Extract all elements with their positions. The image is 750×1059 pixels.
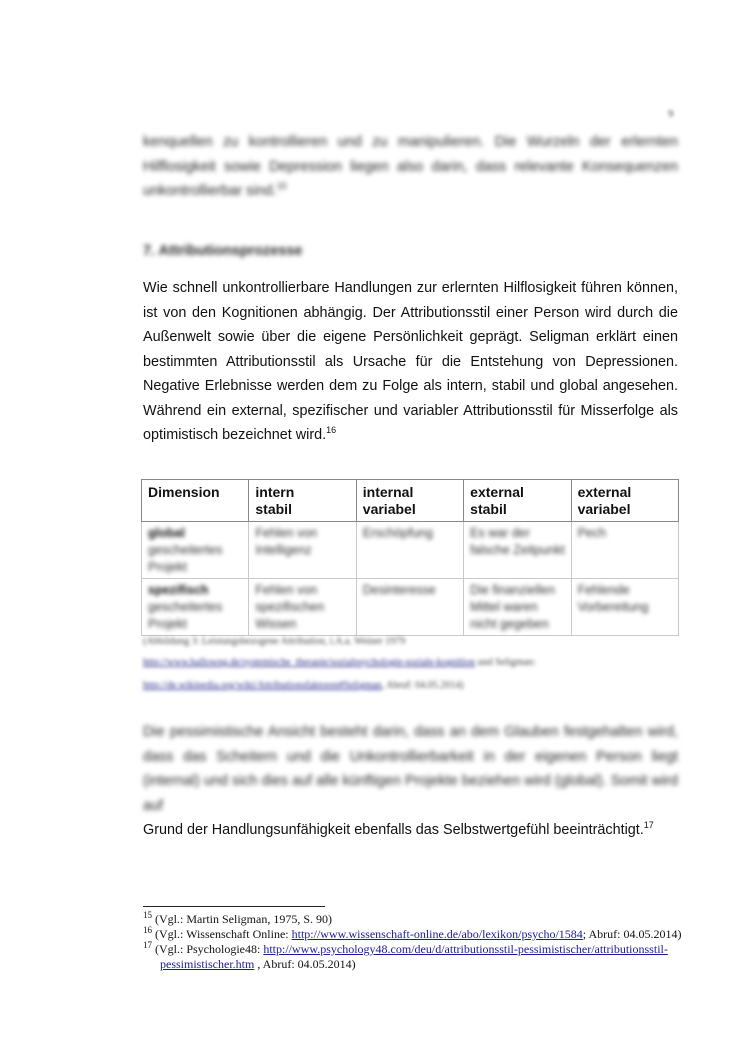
footnotes	[143, 912, 683, 972]
table-header-dimension: Dimension	[142, 480, 249, 522]
section-heading: 7. Attributionsprozesse	[143, 243, 303, 259]
attribution-table	[141, 479, 679, 636]
table-cell: Fehlen von Intelligenz	[249, 522, 356, 579]
footnote-16: $^{16}$ (Vgl.: Wissenschaft Online: http://www.wissenschaft-online.de/abo/lexikon/psycho/1584; Abruf: 04.05.2014)	[143, 925, 682, 941]
table-cell: Es war der falsche Zeitpunkt	[464, 522, 571, 579]
bottom-paragraph-text: Die pessimistische Ansicht besteht darin, dass an dem Glauben festgehalten wird, dass das Scheitern und die Unkontrollierbarkeit in der eigenen Person liegt (internal) und sich dies auf alle künftigen Projekte beziehen wird (global). Somit wird auf	[143, 724, 678, 814]
source-link-2[interactable]: http://de.wikipedia.org/wiki/Attributionsfaktoren#Seligman	[143, 680, 382, 691]
footnote-17-link[interactable]: http://www.psychology48.com/deu/d/attributionsstil-pessimistischer/attributionsstil-pessimistischer.htm	[160, 942, 668, 971]
table-cell-dimension: spezifisch gescheitertes Projekt	[142, 579, 249, 636]
table-cell: Fehlende Vorbereitung	[571, 579, 678, 636]
footnote-divider	[143, 906, 325, 907]
footnote-16-link[interactable]: http://www.wissenschaft-online.de/abo/lexikon/psycho/1584	[291, 927, 583, 941]
footnote-ref-15: 15	[276, 181, 287, 192]
table-header-intern-stabil: intern stabil	[249, 480, 356, 522]
table-cell: Pech	[571, 522, 678, 579]
table-cell: Fehlen von spezifischen Wissen	[249, 579, 356, 636]
table-cell: Erschöpfung	[356, 522, 463, 579]
table-header-internal-variabel: internal variabel	[356, 480, 463, 522]
footnote-15: $^{15}$ (Vgl.: Martin Seligman, 1975, S. 90)	[143, 910, 332, 926]
source-link-1[interactable]: http://www.hallowng.de/systemische_therapie/sozialpsychologie-soziale-kognition	[143, 657, 476, 668]
main-paragraph	[143, 276, 678, 448]
footnote-ref-16: 16	[326, 425, 337, 436]
footnote-17: $^{17}$ (Vgl.: Psychologie48: http://www.psychology48.com/deu/d/attributionsstil-pessimistischer/attributionsstil-pessimistischer.htm , Abruf: 04.05.2014)	[143, 940, 668, 971]
table-header-row	[142, 480, 679, 522]
figure-source-2: http://de.wikipedia.org/wiki/Attributionsfaktoren#Seligman, Abruf: 04.05.2014)	[143, 680, 464, 691]
table-row	[142, 579, 679, 636]
table-header-external-variabel: external variabel	[571, 480, 678, 522]
top-paragraph	[143, 130, 678, 204]
table-cell-dimension: global gescheitertes Projekt	[142, 522, 249, 579]
figure-source-1: http://www.hallowng.de/systemische_therapie/sozialpsychologie-soziale-kognition und Seligman:	[143, 657, 536, 668]
main-paragraph-text: Wie schnell unkontrollierbare Handlungen zur erlernten Hilflosigkeit führen können, ist von den Kognitionen abhängig. Der Attributionsstil einer Person wird durch die Außenwelt sowie über die eigene Persönlichkeit geprägt. Seligman erklärt einen bestimmten Attributionsstil als Ursache für die Entstehung von Depressionen. Negative Erlebnisse werden dem zu Folge als intern, stabil und global angesehen. Während ein external, spezifischer und variabler Attributionsstil für Misserfolge als optimistisch bezeichnet wird.	[143, 280, 678, 443]
figure-caption: (Abbildung 3: Leistungsbezogene Attribution, i.A.a. Weiner 1979	[143, 636, 406, 647]
bottom-paragraph-last-line: Grund der Handlungsunfähigkeit ebenfalls das Selbstwertgefühl beeinträchtigt.$^{17}$	[143, 820, 654, 838]
page-number: 9	[668, 108, 674, 120]
table-cell: Desinteresse	[356, 579, 463, 636]
table-row	[142, 522, 679, 579]
top-paragraph-text: kenquellen zu kontrollieren und zu manipulieren. Die Wurzeln der erlernten Hilflosigkeit sowie Depression liegen also darin, dass relevante Konsequenzen unkontrollierbar sind.	[143, 134, 678, 199]
table-cell: Die finanziellen Mittel waren nicht gegeben	[464, 579, 571, 636]
footnote-ref-17: 17	[643, 820, 654, 831]
bottom-paragraph	[143, 720, 678, 843]
table-header-external-stabil: external stabil	[464, 480, 571, 522]
